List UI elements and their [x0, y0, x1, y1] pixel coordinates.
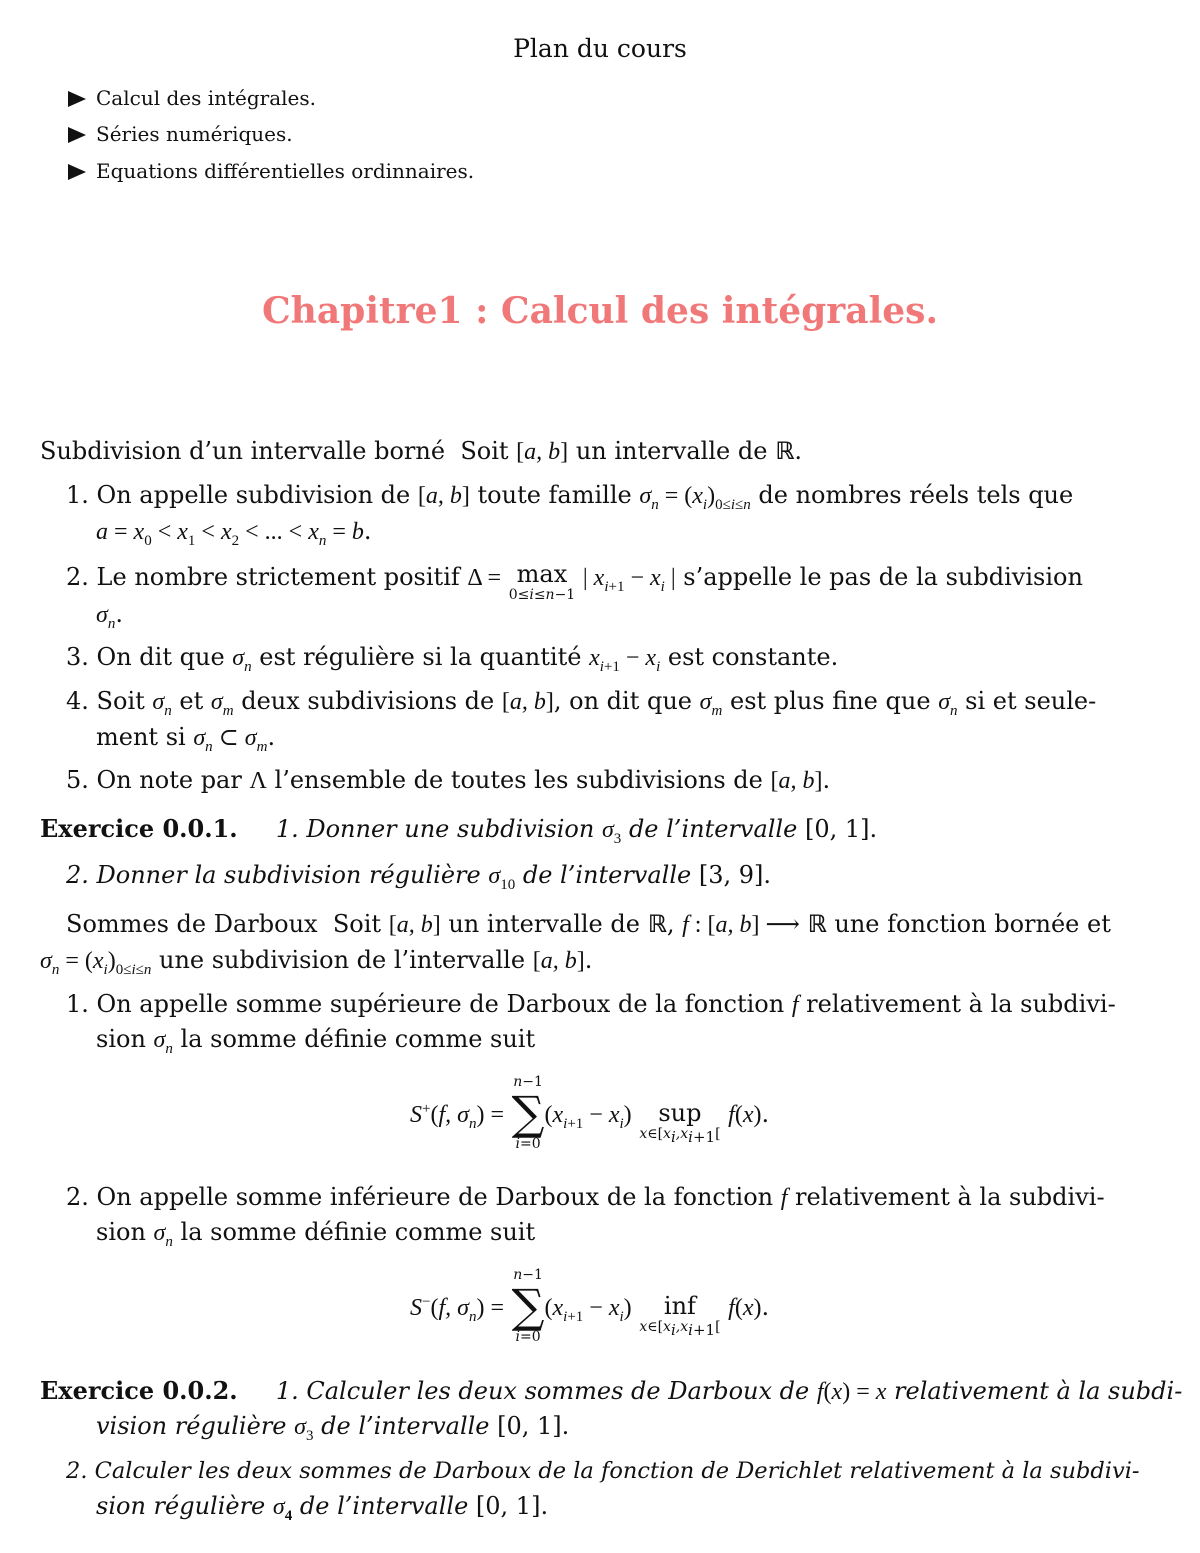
exercise-2-cont: vision régulière $\sigma_3$ de l’intervalle [0, 1].	[96, 1412, 570, 1444]
subdivision-item-1-cont: $a = x_0 < x_1 < x_2$ < ... < $x_n = b$.	[96, 517, 372, 549]
subdivision-intro: Subdivision d’un intervalle borné Soit [a, b] un intervalle de ℝ.	[40, 437, 802, 465]
darboux-intro: Sommes de Darboux Soit [a, b] un intervalle de ℝ, f : [a, b] ⟶ ℝ une fonction bornée et	[66, 910, 1111, 938]
subdivision-item-4-cont: ment si $\sigma_n$ ⊂ $\sigma_m$.	[96, 723, 276, 755]
subdivision-item-2-cont: $\sigma_n$.	[96, 600, 123, 632]
exercise-2: Exercice 0.0.2. 1. Calculer les deux sommes de Darboux de f(x) = x relativement à la subdi-	[40, 1376, 1183, 1405]
plan-title: Plan du cours	[513, 34, 687, 63]
exercise-1: Exercice 0.0.1. 1. Donner une subdivision $\sigma_3$ de l’intervalle [0, 1].	[40, 814, 878, 847]
darboux-item-1: 1. On appelle somme supérieure de Darboux de la fonction f relativement à la subdivi-	[66, 990, 1116, 1018]
darboux-item-2-cont: sion $\sigma_n$ la somme définie comme suit	[96, 1218, 536, 1250]
exercise-2-q2-cont: sion régulière $\sigma_4$ de l’intervalle [0, 1].	[96, 1492, 549, 1524]
triangle-bullet-icon	[68, 164, 86, 180]
darboux-intro-cont: $\sigma_n = (x_i)_{0\le i\le n}$ une subdivision de l’intervalle [a, b].	[40, 946, 593, 978]
darboux-item-2: 2. On appelle somme inférieure de Darboux de la fonction f relativement à la subdivi-	[66, 1183, 1105, 1211]
plan-item: Calcul des intégrales.	[68, 84, 316, 112]
upper-darboux-formula: S+(f, $\sigma_n$) = n−1 ∑ i=0 $(x_{i+1} - x_i)$ sup $x\in[x_i,x_{i+1}$[ f(x).	[410, 1074, 770, 1152]
triangle-bullet-icon	[68, 91, 86, 107]
subdivision-item-5: 5. On note par Λ l’ensemble de toutes les subdivisions de [a, b].	[66, 766, 831, 794]
plan-item: Equations différentielles ordinnaires.	[68, 157, 474, 185]
subdivision-item-1: 1. On appelle subdivision de [a, b] toute famille $\sigma_n = (x_i)_{0\le i\le n}$ de nombres réels tels que	[66, 481, 1074, 513]
subdivision-item-3: 3. On dit que $\sigma_n$ est régulière si la quantité $x_{i+1} - x_i$ est constante.	[66, 643, 839, 675]
darboux-item-1-cont: sion $\sigma_n$ la somme définie comme suit	[96, 1025, 536, 1057]
subdivision-item-2: 2. Le nombre strictement positif Δ = max 0≤i≤n−1 | $x_{i+1} - x_i$ | s’appelle le pas de la subdivision	[66, 560, 1083, 603]
exercise-2-q2: 2. Calculer les deux sommes de Darboux de la fonction de Derichlet relativement à la subdivi-	[66, 1458, 1140, 1484]
subdivision-item-4: 4. Soit $\sigma_n$ et $\sigma_m$ deux subdivisions de [a, b], on dit que $\sigma_m$ est plus fine que $\sigma_n$ si et seule-	[66, 687, 1097, 719]
exercise-1-q2: 2. Donner la subdivision régulière $\sigma_{10}$ de l’intervalle [3, 9].	[66, 861, 772, 893]
chapter-title: Chapitre1 : Calcul des intégrales.	[262, 290, 938, 332]
triangle-bullet-icon	[68, 127, 86, 143]
lower-darboux-formula: S−(f, $\sigma_n$) = n−1 ∑ i=0 $(x_{i+1} - x_i)$ inf $x\in[x_i,x_{i+1}$[ f(x).	[410, 1267, 770, 1345]
plan-item: Séries numériques.	[68, 120, 293, 148]
